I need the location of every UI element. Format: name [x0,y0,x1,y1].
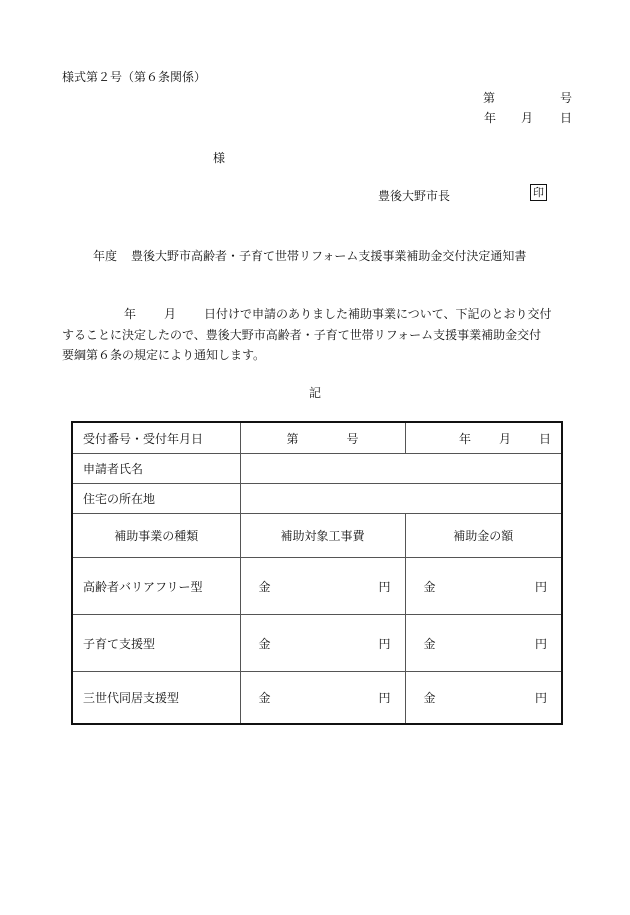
subsidy-amount-cell [405,558,562,615]
kin-label: 金 [423,636,436,651]
table-row [72,672,562,725]
eligible-cost-cell [240,672,405,725]
document-title [93,247,526,264]
en-label: 円 [378,636,391,651]
table-row [72,422,562,454]
reception-date-cell [405,422,562,454]
project-type-three-generation: 三世代同居支援型 [72,672,240,725]
column-header-subsidy-amount: 補助金の額 [405,514,562,558]
reception-number-cell [240,422,405,454]
table-row [72,558,562,615]
kin-label: 金 [423,691,436,705]
en-label: 円 [534,691,547,705]
recipient-honorific: 様 [213,151,226,165]
reception-month-label: 月 [498,431,511,446]
table-row [72,615,562,672]
en-label: 円 [534,579,547,594]
body-line-1-text: 日付けで申請のありました補助事業について、下記のとおり交付 [204,307,552,321]
form-number-label: 様式第２号（第６条関係） [62,70,207,84]
issue-month-label: 月 [521,111,534,125]
house-address-label: 住宅の所在地 [72,484,240,514]
applicant-name-label: 申請者氏名 [72,454,240,484]
document-number-suffix: 号 [560,91,573,105]
eligible-cost-cell [240,558,405,615]
subsidy-amount-cell [405,615,562,672]
kin-label: 金 [258,691,271,705]
table-row [72,454,562,484]
column-header-eligible-cost: 補助対象工事費 [240,514,405,558]
notice-body-line-1 [62,304,580,325]
en-label: 円 [534,636,547,651]
table-header-row [72,514,562,558]
issue-day-label: 日 [560,111,573,125]
notice-body-line-2: することに決定したので、豊後大野市高齢者・子育て世帯リフォーム支援事業補助金交付 [62,327,542,342]
issuer-name: 豊後大野市長 [378,189,451,203]
kin-label: 金 [258,579,271,594]
body-year-label: 年 [124,307,137,321]
notice-body-line-3: 要綱第６条の規定により通知します。 [62,348,266,362]
reception-number-prefix: 第 [286,431,299,446]
seal-stamp: 印 [530,184,547,201]
project-type-barrier-free: 高齢者バリアフリー型 [72,558,240,615]
ki-heading: 記 [309,386,322,400]
house-address-cell [240,484,562,514]
issue-year-label: 年 [484,111,497,125]
document-title-text: 豊後大野市高齢者・子育て世帯リフォーム支援事業補助金交付決定通知書 [131,249,527,263]
table-row [72,484,562,514]
reception-year-label: 年 [458,431,471,446]
project-type-child-rearing: 子育て支援型 [72,615,240,672]
column-header-project-type: 補助事業の種類 [72,514,240,558]
eligible-cost-cell [240,615,405,672]
subsidy-amount-cell [405,672,562,725]
applicant-name-cell [240,454,562,484]
notice-body [62,304,580,366]
kin-label: 金 [258,636,271,651]
en-label: 円 [378,579,391,594]
document-number-prefix: 第 [483,91,496,105]
subsidy-details-table [71,421,563,725]
body-month-label: 月 [164,307,177,321]
fiscal-year-label: 年度 [93,249,118,263]
en-label: 円 [378,691,391,705]
kin-label: 金 [423,579,436,594]
reception-day-label: 日 [538,431,551,446]
reception-label: 受付番号・受付年月日 [72,422,240,454]
reception-number-suffix: 号 [346,431,359,446]
